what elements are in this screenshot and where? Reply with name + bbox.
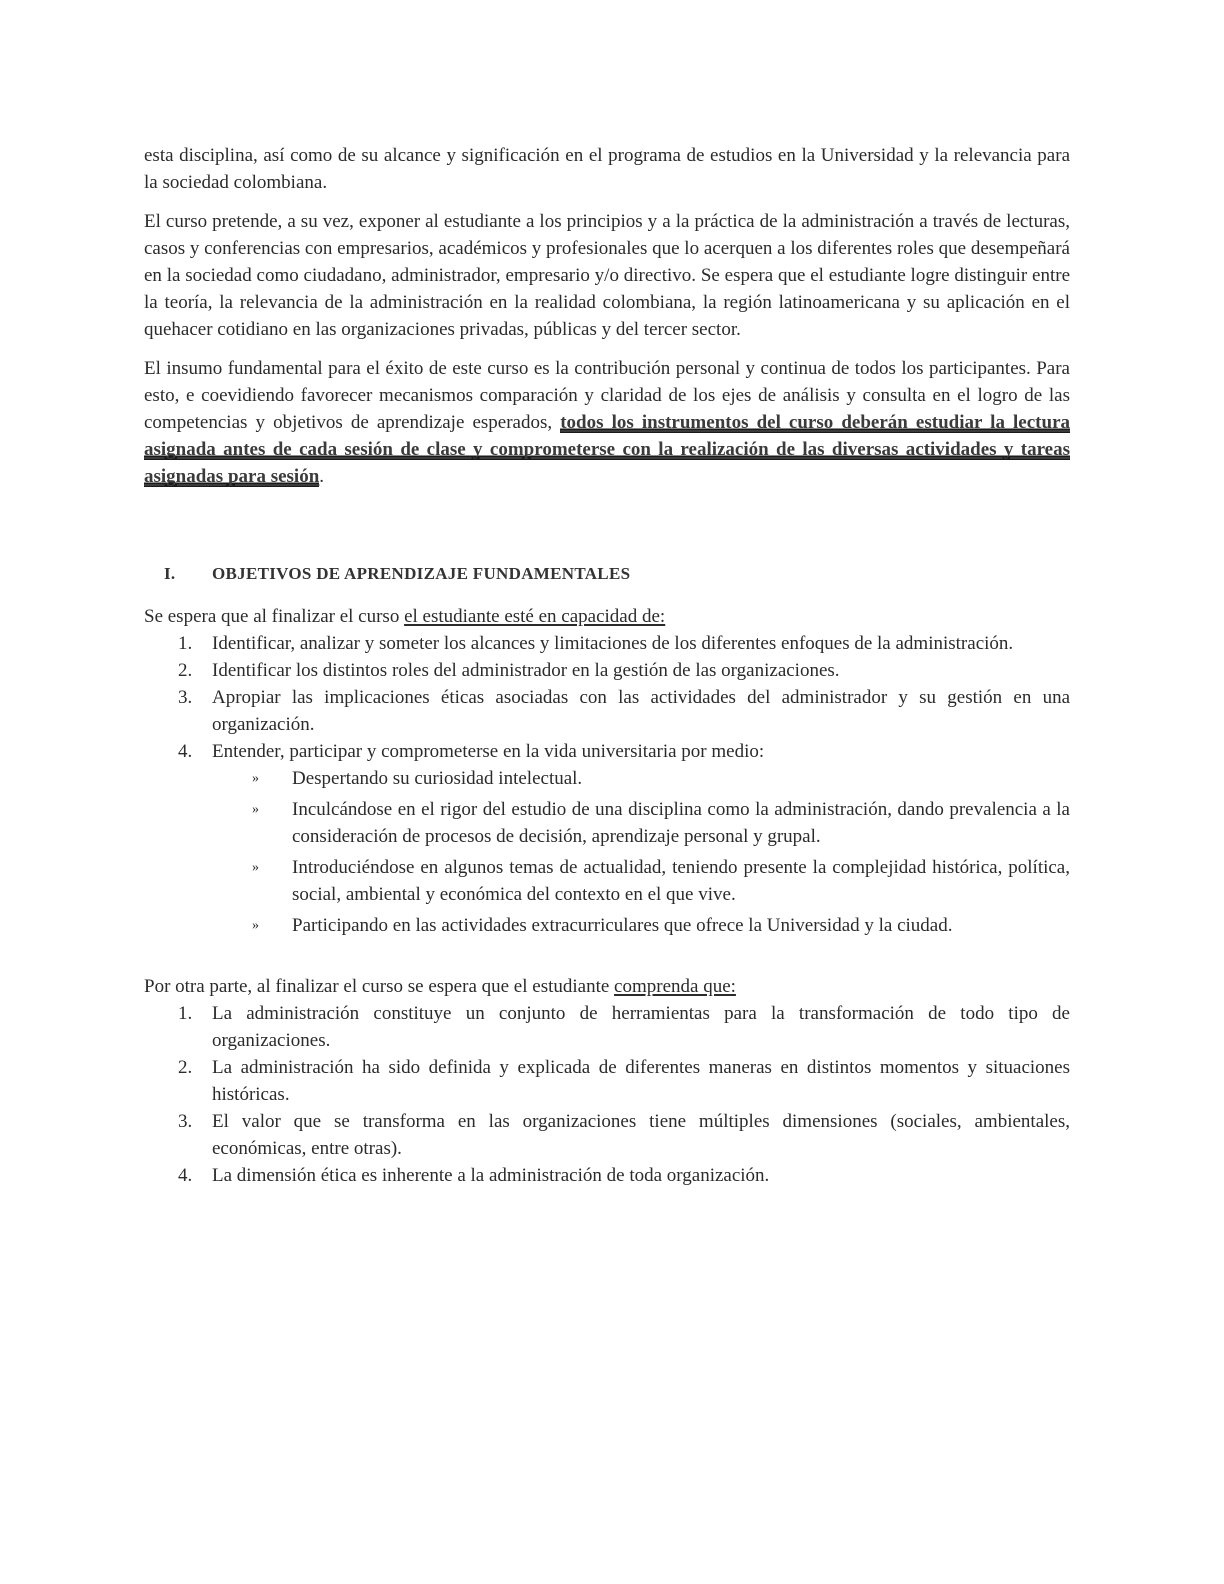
list-item-text: Entender, participar y comprometerse en la vida universitaria por medio: xyxy=(212,741,765,762)
sub-list-item xyxy=(252,912,1070,939)
section-heading xyxy=(144,560,1070,587)
list-marker: 3. xyxy=(178,1111,193,1132)
learning-objectives-list xyxy=(144,630,1070,939)
participation-highlighted-text: todos los instrumentos del curso deberán estudiar la lectura asignada antes de cada sesión de clase y comprometerse con la realización de las diversas actividades y tareas asignadas para sesión xyxy=(144,412,1071,487)
section-number: I. xyxy=(164,564,176,583)
list1-intro-underlined: el estudiante esté en capacidad de: xyxy=(404,606,666,627)
list-marker: 2. xyxy=(178,1057,193,1078)
list-item-text: Apropiar las implicaciones éticas asociadas con las actividades del administrador y su gestión en una organización. xyxy=(212,687,1070,735)
list-marker: 2. xyxy=(178,660,193,681)
list-marker: 4. xyxy=(178,741,193,762)
list-item-text: La administración ha sido definida y explicada de diferentes maneras en distintos momentos y situaciones históricas. xyxy=(212,1057,1070,1105)
participation-tail-text: . xyxy=(319,466,325,487)
list-item xyxy=(178,1054,1070,1108)
sub-list-item-text: Inculcándose en el rigor del estudio de una disciplina como la administración, dando prevalencia a la consideración de procesos de decisión, aprendizaje personal y grupal. xyxy=(292,799,1070,847)
list-item xyxy=(178,684,1070,738)
sub-list-item-text: Participando en las actividades extracurriculares que ofrece la Universidad y la ciudad. xyxy=(292,915,953,936)
list-item-text: El valor que se transforma en las organizaciones tiene múltiples dimensiones (sociales, ambientales, económicas, entre otras). xyxy=(212,1111,1070,1159)
paragraph-course-purpose: El curso pretende, a su vez, exponer al estudiante a los principios y a la práctica de la administración a través de lecturas, casos y conferencias con empresarios, académicos y profesionales que lo acerquen a los diferentes roles que desempeñará en la sociedad como ciudadano, administrador, empresario y/o directivo. Se espera que el estudiante logre distinguir entre la teoría, la relevancia de la administración en la realidad colombiana, la región latinoamericana y su aplicación en el quehacer cotidiano en las organizaciones privadas, públicas y del tercer sector. xyxy=(144,211,1070,340)
list-marker: 1. xyxy=(178,633,193,654)
list1-intro-lead: Se espera que al finalizar el curso xyxy=(144,606,400,627)
sub-list-item xyxy=(252,796,1070,850)
bullet-icon: » xyxy=(252,802,259,817)
list-item xyxy=(178,1000,1070,1054)
participation-lead-text: El insumo fundamental para el éxito de este curso es la contribución personal y continua de todos los participantes. Para esto, e coevidiendo favorecer mecanismos comparación y claridad de los ejes de análisis y consulta en el logro de las competencias y objetivos de aprendizaje esperados, xyxy=(144,358,1070,433)
list-item xyxy=(178,657,1070,684)
list-marker: 4. xyxy=(178,1165,193,1186)
sub-list xyxy=(212,765,1070,939)
list-marker: 3. xyxy=(178,687,193,708)
list-item xyxy=(178,630,1070,657)
list-item xyxy=(178,1108,1070,1162)
list-item xyxy=(178,1162,1070,1189)
list-marker: 1. xyxy=(178,1003,193,1024)
list-item-text: Identificar, analizar y someter los alcances y limitaciones de los diferentes enfoques de la administración. xyxy=(212,633,1014,654)
sub-list-item-text: Despertando su curiosidad intelectual. xyxy=(292,768,583,789)
list-item-text: La administración constituye un conjunto de herramientas para la transformación de todo tipo de organizaciones. xyxy=(212,1003,1070,1051)
list1-intro xyxy=(144,603,1070,630)
sub-list-item xyxy=(252,854,1070,908)
bullet-icon: » xyxy=(252,918,259,933)
spacer xyxy=(144,943,1070,973)
paragraph-continuation: esta disciplina, así como de su alcance y significación en el programa de estudios en la Universidad y la relevancia para la sociedad colombiana. xyxy=(144,145,1070,193)
list2-intro xyxy=(144,973,1070,1000)
paragraph-participation xyxy=(144,355,1070,490)
comprehension-objectives-list xyxy=(144,1000,1070,1189)
sub-list-item xyxy=(252,765,1070,792)
list-item-text: Identificar los distintos roles del administrador en la gestión de las organizaciones. xyxy=(212,660,840,681)
list2-intro-underlined: comprenda que: xyxy=(614,976,736,997)
bullet-icon: » xyxy=(252,771,259,786)
list-item xyxy=(178,738,1070,939)
list2-intro-lead: Por otra parte, al finalizar el curso se espera que el estudiante xyxy=(144,976,610,997)
list-item-text: La dimensión ética es inherente a la administración de toda organización. xyxy=(212,1165,770,1186)
sub-list-item-text: Introduciéndose en algunos temas de actualidad, teniendo presente la complejidad histórica, política, social, ambiental y económica del contexto en el que vive. xyxy=(292,857,1070,905)
document-page xyxy=(144,142,1070,1189)
bullet-icon: » xyxy=(252,860,259,875)
section-title: OBJETIVOS DE APRENDIZAJE FUNDAMENTALES xyxy=(212,564,631,583)
